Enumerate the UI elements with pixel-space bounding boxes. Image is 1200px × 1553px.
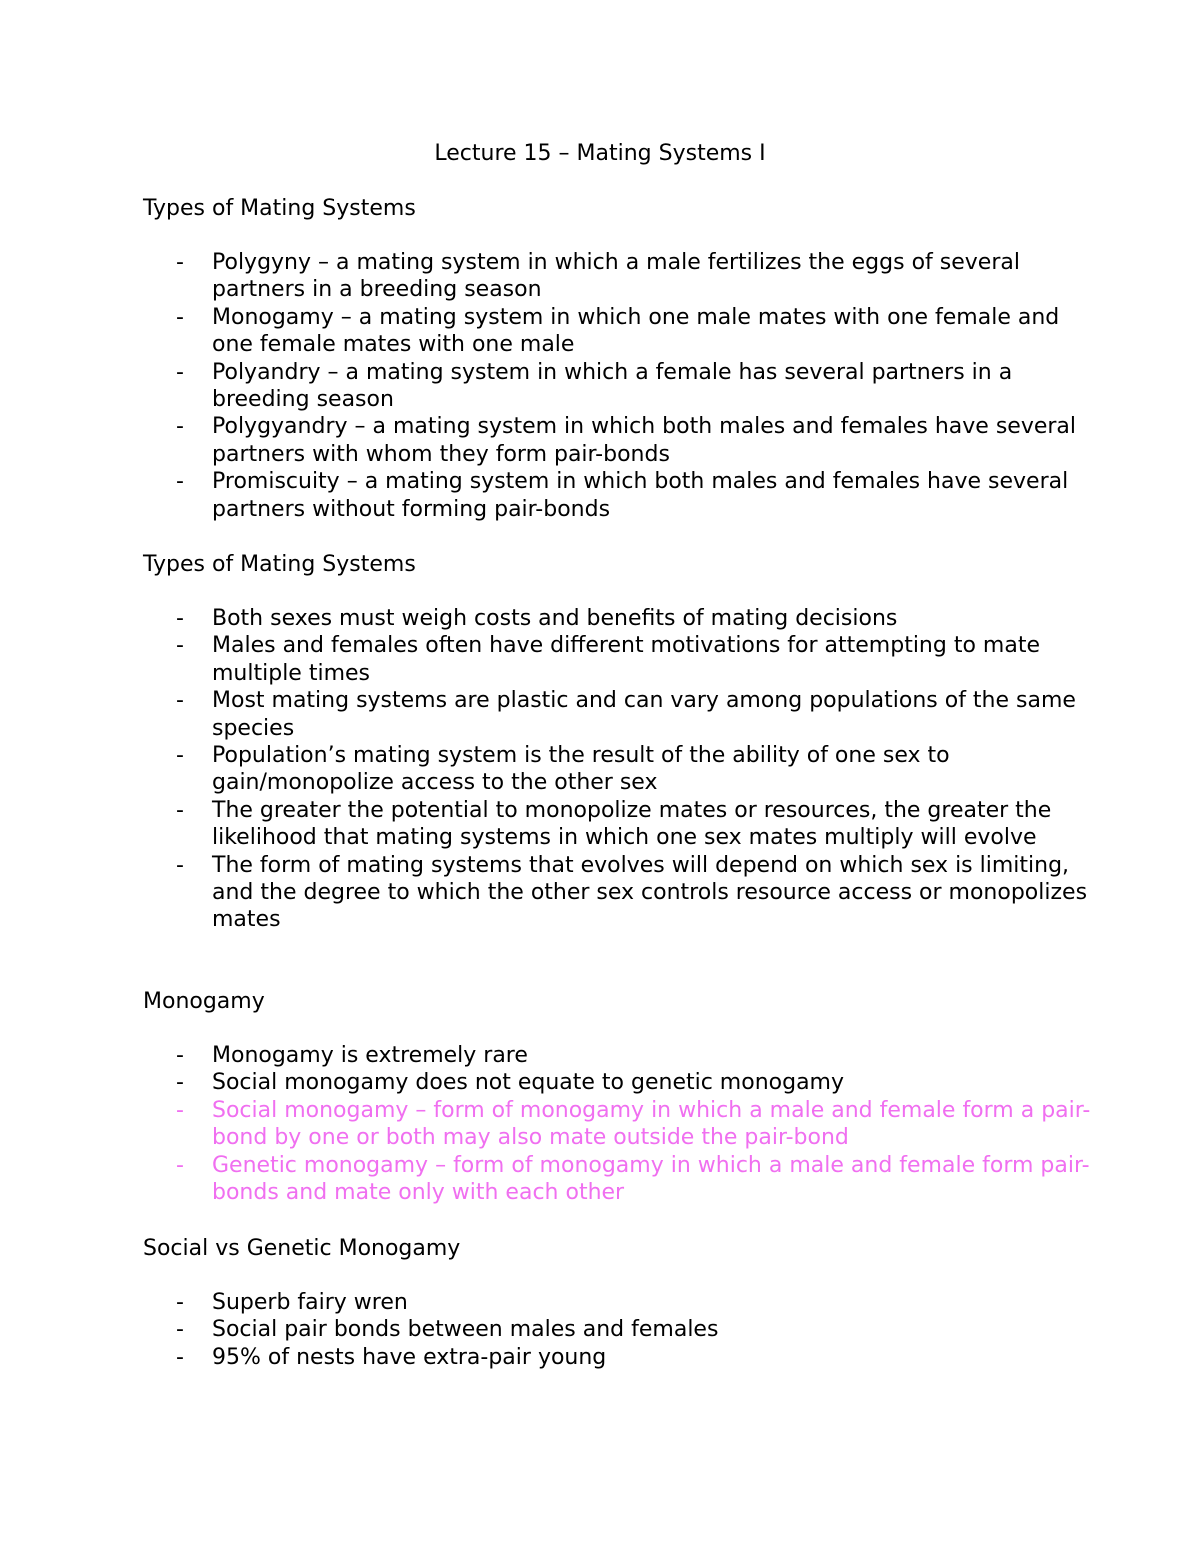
dash-bullet: -: [176, 1070, 184, 1096]
dash-bullet: -: [176, 414, 184, 440]
list-item-text: Genetic monogamy – form of monogamy in which a male and female form pair-bonds and mate only with each other: [212, 1152, 1090, 1206]
list-item-text: Polygyny – a mating system in which a male fertilizes the eggs of several partners in a breeding season: [212, 250, 1020, 303]
list-item: [143, 1344, 1103, 1371]
section-heading: Monogamy: [143, 989, 265, 1014]
list-item: [143, 468, 1103, 523]
list-item-text: Superb fairy wren: [212, 1290, 408, 1315]
section-heading: Types of Mating Systems: [143, 196, 416, 221]
list-item: [143, 852, 1103, 934]
list-item-text: The greater the potential to monopolize mates or resources, the greater the likelihood that mating systems in which one sex mates multiply will evolve: [212, 797, 1052, 851]
bullet-list: [143, 1289, 1103, 1371]
dash-bullet: -: [176, 1043, 184, 1068]
section-monogamy: [143, 988, 1103, 1206]
list-item-text: Both sexes must weigh costs and benefits of mating decisions: [212, 606, 898, 631]
list-item-text: Social pair bonds between males and females: [212, 1317, 719, 1343]
list-item-text: Males and females often have different motivations for attempting to mate multiple times: [212, 633, 1040, 686]
list-item-text: The form of mating systems that evolves will depend on which sex is limiting, and the degree to which the other sex controls resource access or monopolizes mates: [212, 852, 1088, 933]
dash-bullet: -: [176, 304, 184, 330]
bullet-list: [143, 605, 1103, 934]
list-item-text: Social monogamy does not equate to genetic monogamy: [212, 1070, 844, 1096]
bullet-list: [143, 1042, 1103, 1206]
list-item: [143, 1069, 1103, 1096]
list-item: [143, 1316, 1103, 1343]
section-types-of-mating-systems-overview: [143, 551, 1103, 934]
list-item-text: Monogamy is extremely rare: [212, 1043, 528, 1068]
list-item-text: Population’s mating system is the result of the ability of one sex to gain/monopolize access to the other sex: [212, 743, 950, 796]
list-item: [143, 304, 1103, 359]
dash-bullet: -: [176, 688, 184, 714]
list-item: [143, 1042, 1103, 1069]
list-item-text: Social monogamy – form of monogamy in which a male and female form a pair-bond by one or both may also mate outside the pair-bond: [212, 1097, 1091, 1151]
list-item-highlighted: [143, 1097, 1103, 1152]
dash-bullet: -: [176, 469, 184, 495]
document-title: Lecture 15 – Mating Systems I: [434, 141, 766, 166]
list-item: [143, 359, 1103, 414]
dash-bullet: -: [176, 633, 184, 659]
dash-bullet: -: [176, 1152, 184, 1178]
list-item-text: Polygyandry – a mating system in which both males and females have several partners with whom they form pair-bonds: [212, 414, 1077, 467]
list-item: [143, 249, 1103, 304]
list-item-text: Most mating systems are plastic and can vary among populations of the same species: [212, 688, 1076, 741]
section-types-of-mating-systems-definitions: [143, 195, 1103, 523]
list-item: [143, 1289, 1103, 1316]
list-item-highlighted: [143, 1152, 1103, 1207]
list-item-text: Monogamy – a mating system in which one male mates with one female and one female mates with one male: [212, 304, 1060, 358]
list-item: [143, 605, 1103, 632]
dash-bullet: -: [176, 1290, 184, 1315]
dash-bullet: -: [176, 1317, 184, 1343]
list-item-text: Promiscuity – a mating system in which both males and females have several partners without forming pair-bonds: [212, 469, 1069, 522]
section-heading: Types of Mating Systems: [143, 552, 416, 577]
dash-bullet: -: [176, 606, 184, 631]
list-item-text: Polyandry – a mating system in which a female has several partners in a breeding season: [212, 359, 1013, 413]
dash-bullet: -: [176, 852, 184, 878]
section-social-vs-genetic-monogamy: [143, 1235, 1103, 1371]
dash-bullet: -: [176, 1097, 184, 1123]
list-item: [143, 742, 1103, 797]
list-item: [143, 687, 1103, 742]
list-item: [143, 797, 1103, 852]
dash-bullet: -: [176, 250, 184, 275]
list-item-text: 95% of nests have extra-pair young: [212, 1344, 607, 1370]
dash-bullet: -: [176, 359, 184, 385]
section-heading: Social vs Genetic Monogamy: [143, 1236, 461, 1261]
dash-bullet: -: [176, 797, 184, 823]
dash-bullet: -: [176, 743, 184, 769]
bullet-list: [143, 249, 1103, 523]
dash-bullet: -: [176, 1344, 184, 1370]
list-item: [143, 632, 1103, 687]
list-item: [143, 413, 1103, 468]
